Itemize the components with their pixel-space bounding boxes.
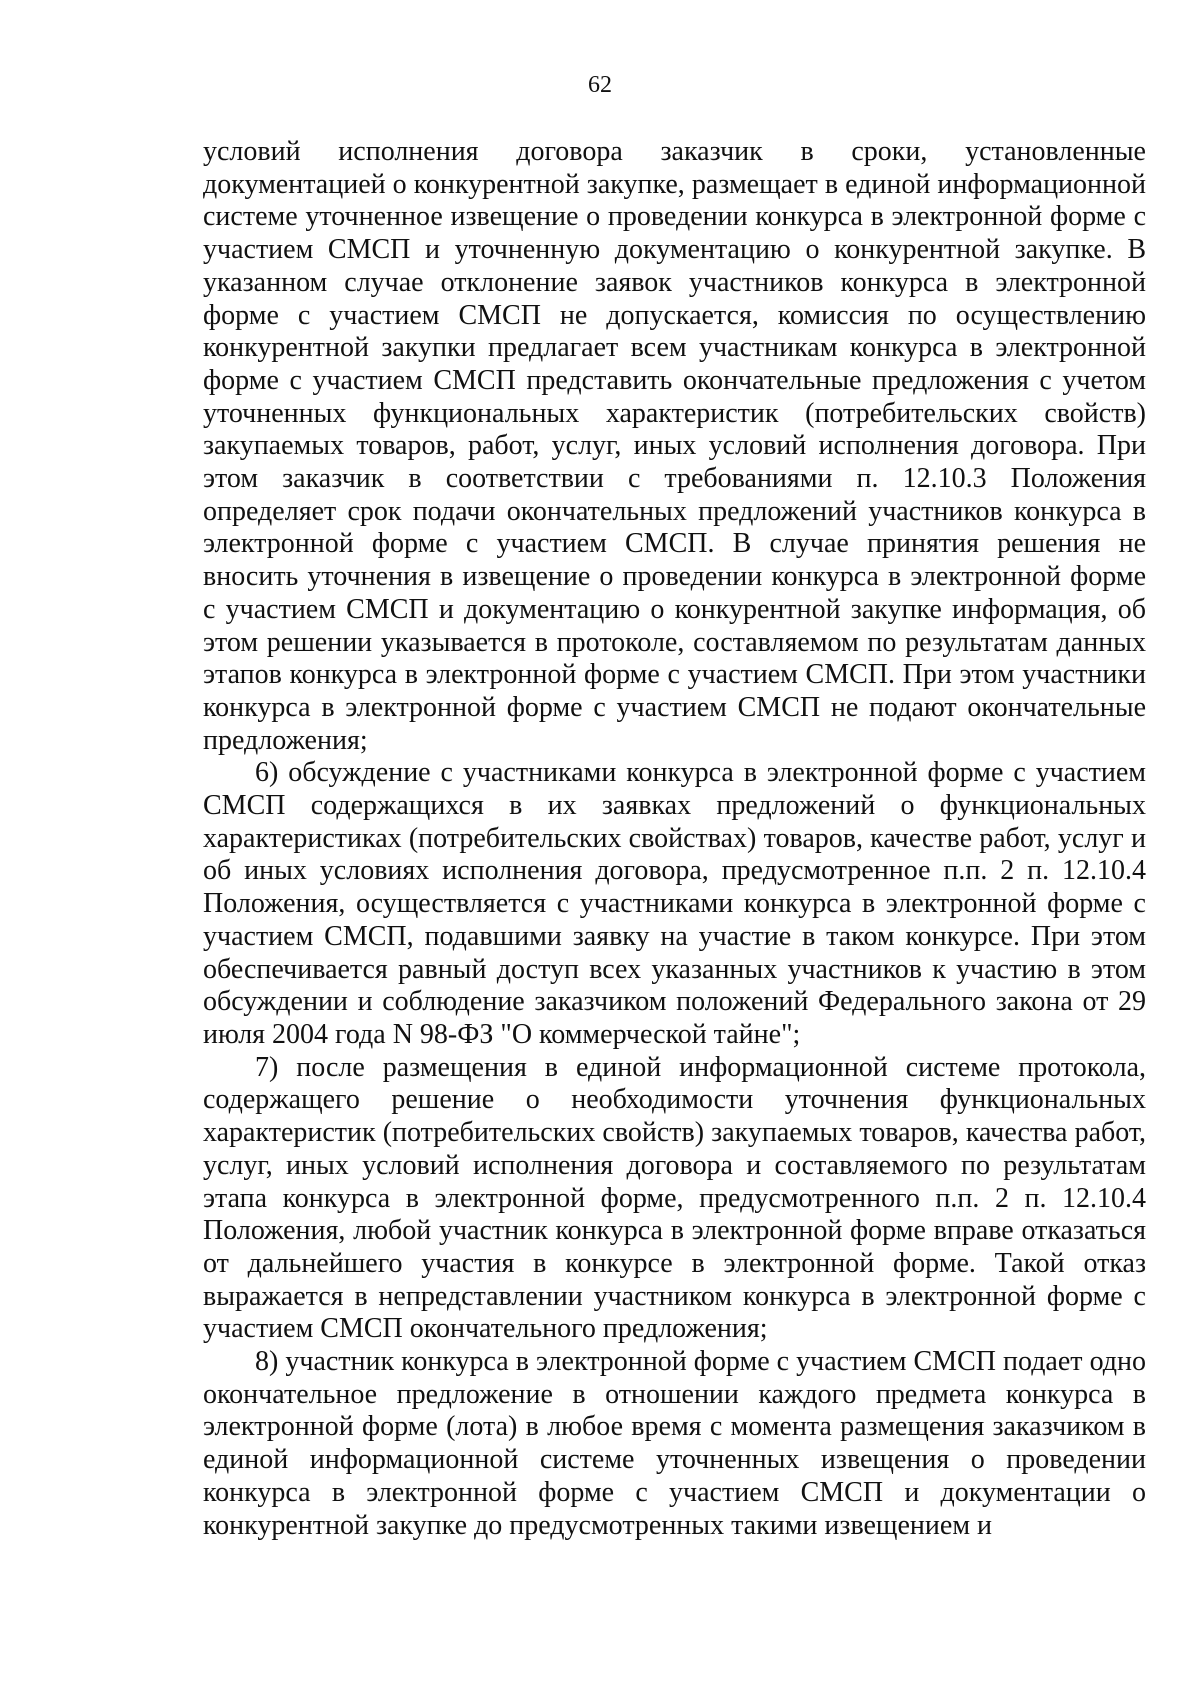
paragraph-item-6: 6) обсуждение с участниками конкурса в электронной форме с участием СМСП содержащихся в их заявках предложений о функциональных характеристиках (потребительских свойствах) товаров, качестве работ, услуг и об иных условиях исполнения договора, предусмотренное п.п. 2 п. 12.10.4 Положения, осуществляется с участниками конкурса в электронной форме с участием СМСП, подавшими заявку на участие в таком конкурсе. При этом обеспечивается равный доступ всех указанных участников к участию в этом обсуждении и соблюдение заказчиком положений Федерального закона от 29 июля 2004 года N 98-ФЗ "О коммерческой тайне"; bbox=[203, 757, 1146, 1050]
paragraph-item-8: 8) участник конкурса в электронной форме с участием СМСП подает одно окончательное предложение в отношении каждого предмета конкурса в электронной форме (лота) в любое время с момента размещения заказчиком в единой информационной системе уточненных извещения о проведении конкурса в электронной форме с участием СМСП и документации о конкурентной закупке до предусмотренных такими извещением и bbox=[203, 1346, 1146, 1541]
paragraph-item-7: 7) после размещения в единой информационной системе протокола, содержащего решение о необходимости уточнения функциональных характеристик (потребительских свойств) закупаемых товаров, качества работ, услуг, иных условий исполнения договора и составляемого по результатам этапа конкурса в электронной форме, предусмотренного п.п. 2 п. 12.10.4 Положения, любой участник конкурса в электронной форме вправе отказаться от дальнейшего участия в конкурсе в электронной форме. Такой отказ выражается в непредставлении участником конкурса в электронной форме с участием СМСП окончательного предложения; bbox=[203, 1051, 1146, 1345]
paragraph-continuation: условий исполнения договора заказчик в сроки, установленные документацией о конкурентной закупке, размещает в единой информационной системе уточненное извещение о проведении конкурса в электронной форме с участием СМСП и уточненную документацию о конкурентной закупке. В указанном случае отклонение заявок участников конкурса в электронной форме с участием СМСП не допускается, комиссия по осуществлению конкурентной закупки предлагает всем участникам конкурса в электронной форме с участием СМСП представить окончательные предложения с учетом уточненных функциональных характеристик (потребительских свойств) закупаемых товаров, работ, услуг, иных условий исполнения договора. При этом заказчик в соответствии с требованиями п. 12.10.3 Положения определяет срок подачи окончательных предложений участников конкурса в электронной форме с участием СМСП. В случае принятия решения не вносить уточнения в извещение о проведении конкурса в электронной форме с участием СМСП и документацию о конкурентной закупке информация, об этом решении указывается в протоколе, составляемом по результатам данных этапов конкурса в электронной форме с участием СМСП. При этом участники конкурса в электронной форме с участием СМСП не подают окончательные предложения; bbox=[203, 136, 1146, 756]
document-body bbox=[203, 136, 1146, 1542]
page-number: 62 bbox=[588, 72, 612, 98]
